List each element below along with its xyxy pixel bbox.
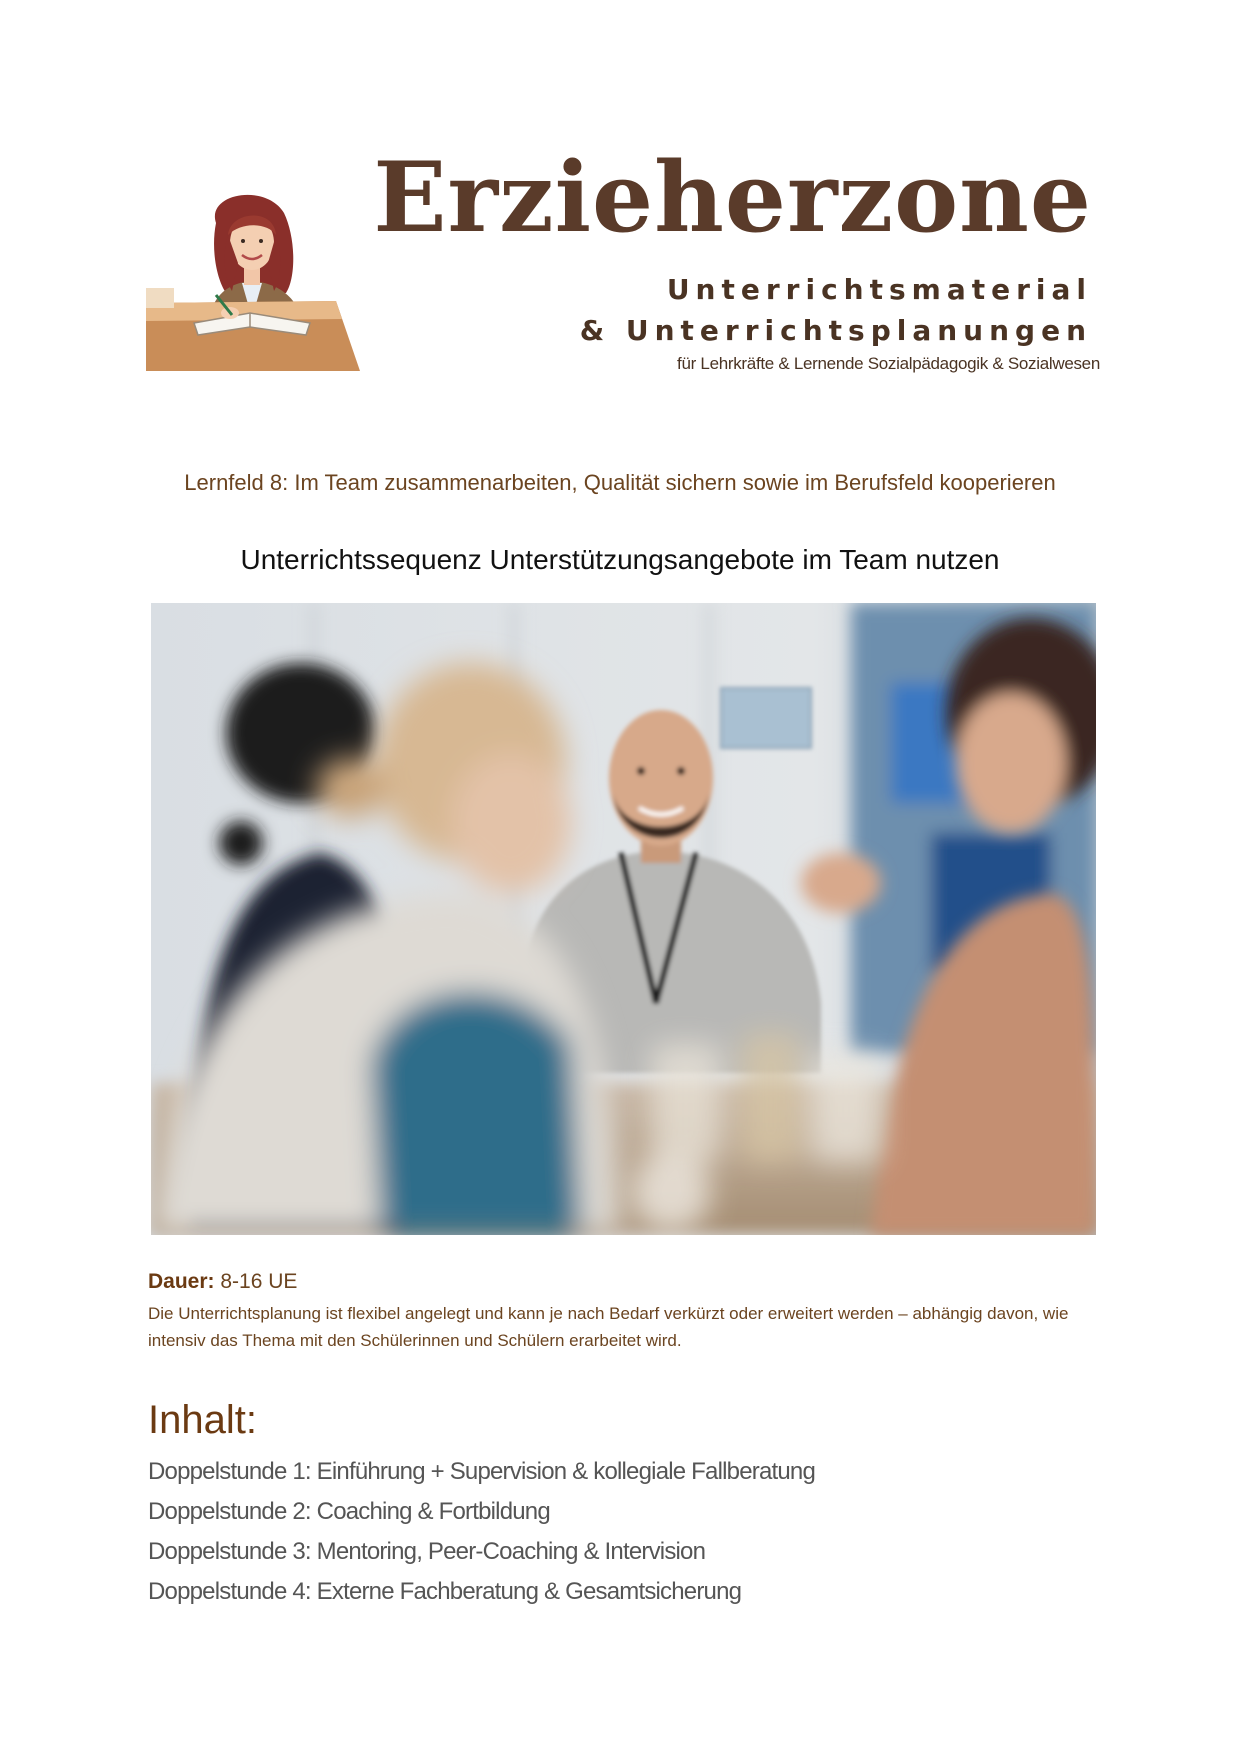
inhalt-list [148,1452,815,1612]
sequence-title: Unterrichtssequenz Unterstützungsangebote im Team nutzen [240,544,1000,575]
list-item: Doppelstunde 3: Mentoring, Peer-Coaching & Intervision [148,1538,706,1565]
lernfeld-heading: Lernfeld 8: Im Team zusammenarbeiten, Qualität sichern sowie im Berufsfeld kooperieren [184,470,1056,495]
duration-description: Die Unterrichtsplanung ist flexibel angelegt und kann je nach Bedarf verkürzt oder erweitert werden – abhängig davon, wie intensiv das Thema mit den Schülerinnen und Schülern erarbeitet wird. [148,1304,1069,1350]
brand-subtitle-line2: & Unterrichtsplanungen [579,314,1092,347]
list-item: Doppelstunde 2: Coaching & Fortbildung [148,1498,550,1525]
inhalt-heading: Inhalt: [148,1398,257,1442]
duration-label: Dauer: [148,1270,215,1293]
team-meeting-photo [151,603,1096,1235]
list-item: Doppelstunde 4: Externe Fachberatung & Gesamtsicherung [148,1578,742,1605]
duration-value: 8-16 UE [214,1270,298,1293]
brand-title: Erzieherzone [373,141,1092,254]
duration-line [148,1270,297,1294]
brand-subtitle-line1: Unterrichtsmaterial [666,273,1092,306]
list-item: Doppelstunde 1: Einführung + Supervision & kollegiale Fallberatung [148,1458,816,1485]
brand-tagline: für Lehrkräfte & Lernende Sozialpädagogik & Sozialwesen [677,354,1100,373]
teacher-at-desk-illustration-icon [146,183,360,371]
